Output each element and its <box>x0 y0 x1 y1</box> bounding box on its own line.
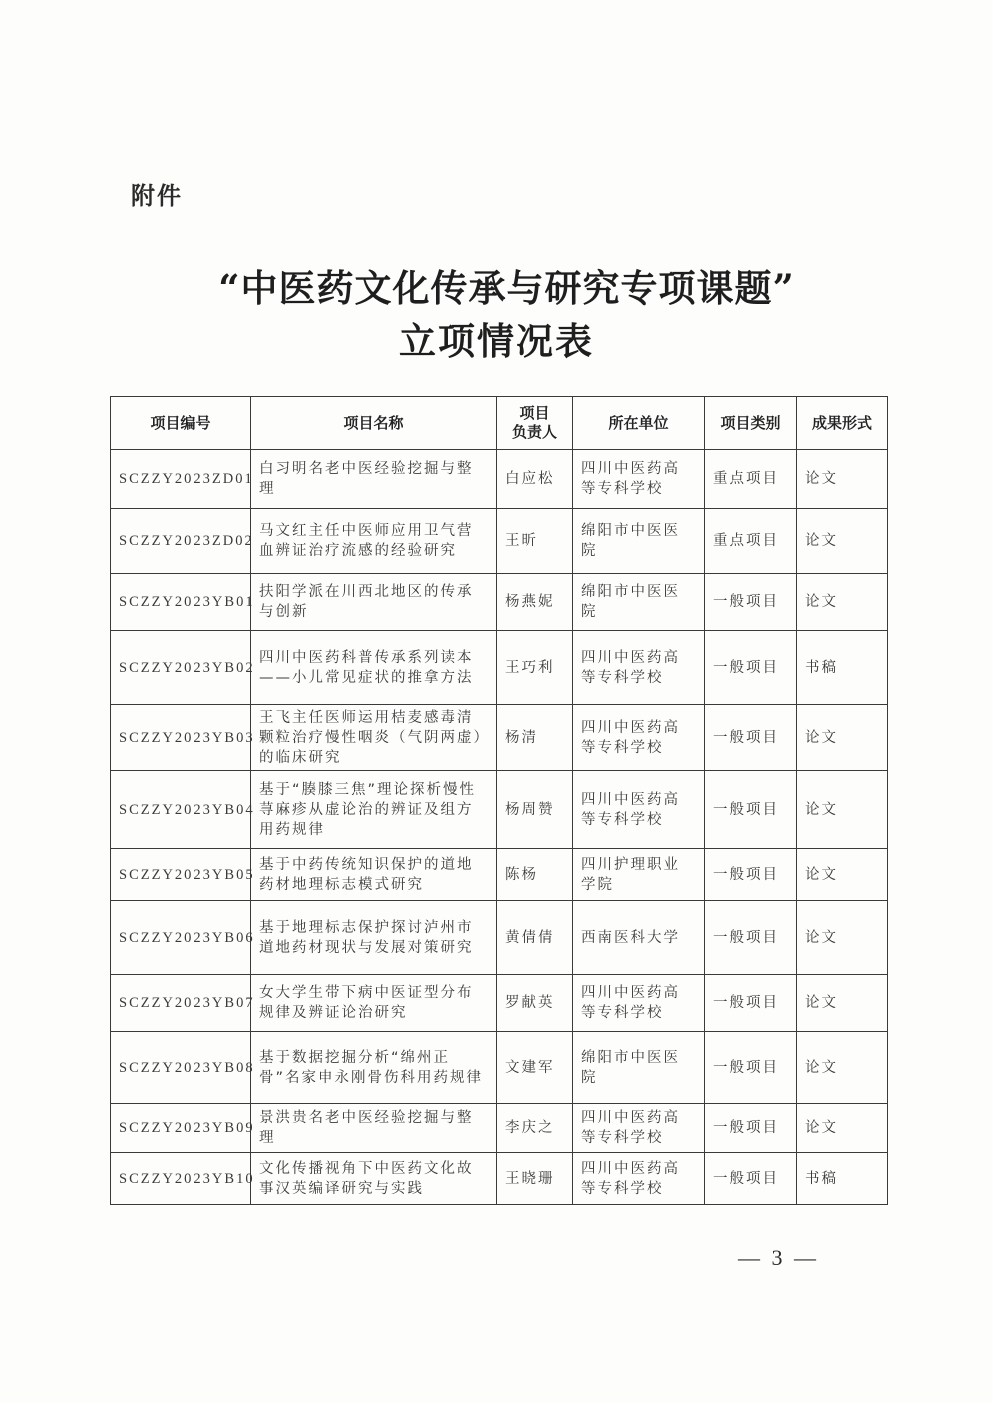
table-row <box>111 509 888 574</box>
table-row <box>111 975 888 1032</box>
cell-form: 论文 <box>797 574 888 631</box>
cell-category: 重点项目 <box>705 450 797 509</box>
cell-lead: 陈杨 <box>497 849 573 901</box>
table-row <box>111 631 888 705</box>
cell-category: 一般项目 <box>705 574 797 631</box>
table-row <box>111 771 888 849</box>
cell-lead: 黄倩倩 <box>497 901 573 975</box>
cell-code: SCZZY2023YB08 <box>111 1032 251 1104</box>
cell-code: SCZZY2023YB01 <box>111 574 251 631</box>
table-row <box>111 1032 888 1104</box>
cell-name: 女大学生带下病中医证型分布规律及辨证论治研究 <box>251 975 497 1032</box>
cell-code: SCZZY2023YB03 <box>111 705 251 771</box>
cell-category: 一般项目 <box>705 631 797 705</box>
cell-name: 王飞主任医师运用桔麦感毒清颗粒治疗慢性咽炎（气阴两虚）的临床研究 <box>251 705 497 771</box>
page-title: “中医药文化传承与研究专项课题” <box>218 266 795 310</box>
cell-lead: 杨周赞 <box>497 771 573 849</box>
header-unit: 所在单位 <box>573 397 705 450</box>
cell-name: 文化传播视角下中医药文化故事汉英编译研究与实践 <box>251 1153 497 1205</box>
cell-code: SCZZY2023YB06 <box>111 901 251 975</box>
cell-lead: 王巧利 <box>497 631 573 705</box>
cell-lead: 李庆之 <box>497 1104 573 1153</box>
cell-category: 一般项目 <box>705 901 797 975</box>
cell-unit: 四川中医药高等专科学校 <box>573 771 705 849</box>
cell-unit: 西南医科大学 <box>573 901 705 975</box>
cell-form: 书稿 <box>797 1153 888 1205</box>
cell-form: 论文 <box>797 1104 888 1153</box>
cell-form: 论文 <box>797 509 888 574</box>
cell-name: 扶阳学派在川西北地区的传承与创新 <box>251 574 497 631</box>
cell-category: 一般项目 <box>705 771 797 849</box>
cell-form: 论文 <box>797 450 888 509</box>
cell-unit: 绵阳市中医医院 <box>573 1032 705 1104</box>
cell-code: SCZZY2023YB07 <box>111 975 251 1032</box>
table-row <box>111 705 888 771</box>
cell-category: 一般项目 <box>705 1032 797 1104</box>
cell-name: 基于地理标志保护探讨泸州市道地药材现状与发展对策研究 <box>251 901 497 975</box>
cell-form: 书稿 <box>797 631 888 705</box>
cell-name: 景洪贵名老中医经验挖掘与整理 <box>251 1104 497 1153</box>
cell-unit: 四川中医药高等专科学校 <box>573 705 705 771</box>
header-category: 项目类别 <box>705 397 797 450</box>
table-row <box>111 1104 888 1153</box>
cell-name: 四川中医药科普传承系列读本——小儿常见症状的推拿方法 <box>251 631 497 705</box>
cell-category: 重点项目 <box>705 509 797 574</box>
table-row <box>111 849 888 901</box>
cell-code: SCZZY2023YB10 <box>111 1153 251 1205</box>
table-row <box>111 450 888 509</box>
table-row <box>111 901 888 975</box>
cell-unit: 绵阳市中医医院 <box>573 509 705 574</box>
table-header-row <box>111 397 888 450</box>
cell-unit: 四川中医药高等专科学校 <box>573 1104 705 1153</box>
cell-form: 论文 <box>797 1032 888 1104</box>
cell-lead: 白应松 <box>497 450 573 509</box>
header-name: 项目名称 <box>251 397 497 450</box>
cell-lead: 王昕 <box>497 509 573 574</box>
cell-lead: 王晓珊 <box>497 1153 573 1205</box>
cell-category: 一般项目 <box>705 705 797 771</box>
cell-code: SCZZY2023YB09 <box>111 1104 251 1153</box>
cell-unit: 四川中医药高等专科学校 <box>573 975 705 1032</box>
cell-form: 论文 <box>797 901 888 975</box>
cell-form: 论文 <box>797 771 888 849</box>
cell-lead: 杨清 <box>497 705 573 771</box>
cell-unit: 四川中医药高等专科学校 <box>573 631 705 705</box>
cell-name: 基于中药传统知识保护的道地药材地理标志模式研究 <box>251 849 497 901</box>
table-row <box>111 1153 888 1205</box>
cell-name: 马文红主任中医师应用卫气营血辨证治疗流感的经验研究 <box>251 509 497 574</box>
page-number: — 3 — <box>738 1245 819 1270</box>
cell-name: 基于“腠膝三焦”理论探析慢性荨麻疹从虚论治的辨证及组方用药规律 <box>251 771 497 849</box>
header-lead-line2: 负责人 <box>511 423 557 441</box>
cell-category: 一般项目 <box>705 1153 797 1205</box>
cell-lead: 罗献英 <box>497 975 573 1032</box>
page-subtitle: 立项情况表 <box>399 319 594 363</box>
table-row <box>111 574 888 631</box>
cell-category: 一般项目 <box>705 849 797 901</box>
cell-code: SCZZY2023YB02 <box>111 631 251 705</box>
header-code: 项目编号 <box>111 397 251 450</box>
cell-unit: 绵阳市中医医院 <box>573 574 705 631</box>
header-lead <box>497 397 573 450</box>
cell-unit: 四川中医药高等专科学校 <box>573 1153 705 1205</box>
cell-code: SCZZY2023YB05 <box>111 849 251 901</box>
header-form: 成果形式 <box>797 397 888 450</box>
cell-unit: 四川中医药高等专科学校 <box>573 450 705 509</box>
cell-code: SCZZY2023ZD02 <box>111 509 251 574</box>
cell-lead: 文建军 <box>497 1032 573 1104</box>
attachment-label: 附件 <box>131 182 183 210</box>
cell-category: 一般项目 <box>705 975 797 1032</box>
cell-unit: 四川护理职业学院 <box>573 849 705 901</box>
cell-form: 论文 <box>797 705 888 771</box>
header-lead-line1: 项目 <box>519 404 550 422</box>
cell-form: 论文 <box>797 849 888 901</box>
projects-table <box>110 396 888 1205</box>
cell-name: 白习明名老中医经验挖掘与整理 <box>251 450 497 509</box>
cell-name: 基于数据挖掘分析“绵州正骨”名家申永刚骨伤科用药规律 <box>251 1032 497 1104</box>
cell-form: 论文 <box>797 975 888 1032</box>
cell-lead: 杨燕妮 <box>497 574 573 631</box>
cell-category: 一般项目 <box>705 1104 797 1153</box>
cell-code: SCZZY2023YB04 <box>111 771 251 849</box>
cell-code: SCZZY2023ZD01 <box>111 450 251 509</box>
